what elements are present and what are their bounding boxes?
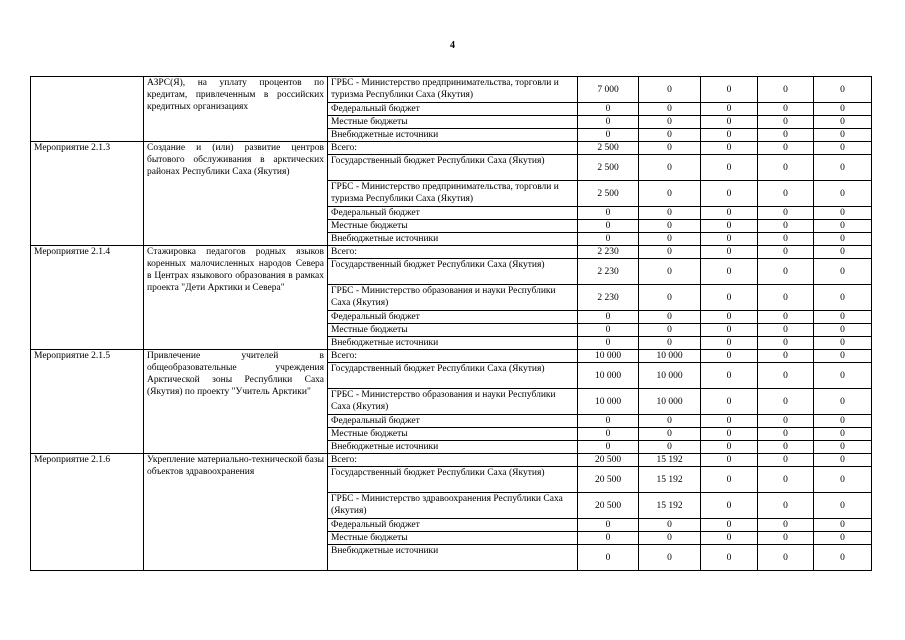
amount-cell-5: 0 (814, 532, 872, 545)
amount-cell-3: 0 (701, 207, 758, 220)
funding-source-cell: Государственный бюджет Республики Саха (Якутия) (328, 363, 578, 389)
amount-cell-2: 0 (639, 246, 701, 259)
funding-source-cell: Внебюджетные источники (328, 233, 578, 246)
funding-source-cell: ГРБС - Министерство образования и науки Республики Саха (Якутия) (328, 389, 578, 415)
amount-cell-3: 0 (701, 77, 758, 103)
amount-cell-3: 0 (701, 142, 758, 155)
funding-source-cell: Внебюджетные источники (328, 129, 578, 142)
description-cell: АЗРС(Я), на уплату процентов по кредитам, привлеченным в российских кредитных организациях (144, 77, 328, 142)
amount-cell-3: 0 (701, 350, 758, 363)
amount-cell-4: 0 (758, 311, 814, 324)
amount-cell-2: 0 (639, 428, 701, 441)
amount-cell-1: 0 (578, 324, 639, 337)
amount-cell-1: 0 (578, 545, 639, 571)
amount-cell-3: 0 (701, 441, 758, 454)
amount-cell-1: 10 000 (578, 363, 639, 389)
funding-source-cell: Государственный бюджет Республики Саха (Якутия) (328, 467, 578, 493)
funding-source-cell: Местные бюджеты (328, 428, 578, 441)
amount-cell-4: 0 (758, 389, 814, 415)
amount-cell-1: 0 (578, 415, 639, 428)
amount-cell-3: 0 (701, 428, 758, 441)
funding-source-cell: Федеральный бюджет (328, 519, 578, 532)
funding-source-cell: Всего: (328, 142, 578, 155)
funding-source-cell: Внебюджетные источники (328, 441, 578, 454)
table-row (31, 77, 872, 103)
amount-cell-1: 2 230 (578, 285, 639, 311)
amount-cell-2: 0 (639, 311, 701, 324)
amount-cell-5: 0 (814, 259, 872, 285)
amount-cell-4: 0 (758, 324, 814, 337)
funding-source-cell: ГРБС - Министерство образования и науки Республики Саха (Якутия) (328, 285, 578, 311)
amount-cell-2: 15 192 (639, 493, 701, 519)
amount-cell-1: 2 230 (578, 259, 639, 285)
funding-source-cell: Федеральный бюджет (328, 207, 578, 220)
funding-source-cell: Государственный бюджет Республики Саха (Якутия) (328, 155, 578, 181)
amount-cell-2: 0 (639, 103, 701, 116)
measure-cell: Мероприятие 2.1.6 (31, 454, 144, 571)
table-row (31, 246, 872, 259)
amount-cell-4: 0 (758, 363, 814, 389)
amount-cell-2: 15 192 (639, 454, 701, 467)
amount-cell-5: 0 (814, 350, 872, 363)
amount-cell-2: 0 (639, 233, 701, 246)
amount-cell-1: 20 500 (578, 493, 639, 519)
amount-cell-4: 0 (758, 441, 814, 454)
amount-cell-5: 0 (814, 454, 872, 467)
amount-cell-2: 0 (639, 324, 701, 337)
budget-table (30, 76, 872, 571)
funding-source-cell: Местные бюджеты (328, 324, 578, 337)
amount-cell-2: 0 (639, 337, 701, 350)
amount-cell-2: 15 192 (639, 467, 701, 493)
amount-cell-1: 0 (578, 220, 639, 233)
amount-cell-1: 0 (578, 519, 639, 532)
amount-cell-5: 0 (814, 103, 872, 116)
funding-source-cell: Местные бюджеты (328, 116, 578, 129)
amount-cell-3: 0 (701, 220, 758, 233)
amount-cell-2: 0 (639, 519, 701, 532)
amount-cell-2: 0 (639, 77, 701, 103)
amount-cell-4: 0 (758, 519, 814, 532)
funding-source-cell: ГРБС - Министерство здравоохранения Республики Саха (Якутия) (328, 493, 578, 519)
amount-cell-4: 0 (758, 233, 814, 246)
amount-cell-2: 10 000 (639, 389, 701, 415)
amount-cell-1: 10 000 (578, 350, 639, 363)
funding-source-cell: Местные бюджеты (328, 220, 578, 233)
amount-cell-3: 0 (701, 285, 758, 311)
amount-cell-4: 0 (758, 350, 814, 363)
amount-cell-2: 0 (639, 129, 701, 142)
amount-cell-3: 0 (701, 337, 758, 350)
table-row (31, 142, 872, 155)
amount-cell-5: 0 (814, 207, 872, 220)
measure-cell (31, 77, 144, 142)
amount-cell-1: 0 (578, 207, 639, 220)
amount-cell-5: 0 (814, 246, 872, 259)
amount-cell-1: 2 500 (578, 142, 639, 155)
funding-source-cell: Внебюджетные источники (328, 337, 578, 350)
amount-cell-3: 0 (701, 519, 758, 532)
amount-cell-2: 0 (639, 220, 701, 233)
amount-cell-5: 0 (814, 467, 872, 493)
amount-cell-5: 0 (814, 155, 872, 181)
amount-cell-3: 0 (701, 129, 758, 142)
amount-cell-2: 0 (639, 181, 701, 207)
amount-cell-1: 0 (578, 311, 639, 324)
amount-cell-5: 0 (814, 519, 872, 532)
amount-cell-1: 0 (578, 103, 639, 116)
amount-cell-5: 0 (814, 285, 872, 311)
amount-cell-4: 0 (758, 493, 814, 519)
amount-cell-4: 0 (758, 259, 814, 285)
amount-cell-5: 0 (814, 389, 872, 415)
amount-cell-1: 2 500 (578, 181, 639, 207)
amount-cell-2: 0 (639, 116, 701, 129)
amount-cell-4: 0 (758, 545, 814, 571)
amount-cell-4: 0 (758, 116, 814, 129)
amount-cell-3: 0 (701, 116, 758, 129)
amount-cell-3: 0 (701, 246, 758, 259)
amount-cell-4: 0 (758, 220, 814, 233)
amount-cell-1: 0 (578, 116, 639, 129)
amount-cell-5: 0 (814, 324, 872, 337)
measure-cell: Мероприятие 2.1.4 (31, 246, 144, 350)
amount-cell-3: 0 (701, 389, 758, 415)
amount-cell-5: 0 (814, 428, 872, 441)
amount-cell-5: 0 (814, 441, 872, 454)
amount-cell-4: 0 (758, 454, 814, 467)
amount-cell-3: 0 (701, 311, 758, 324)
amount-cell-3: 0 (701, 532, 758, 545)
table-row (31, 350, 872, 363)
amount-cell-3: 0 (701, 103, 758, 116)
page-number: 4 (450, 40, 455, 51)
amount-cell-3: 0 (701, 233, 758, 246)
funding-source-cell: Федеральный бюджет (328, 103, 578, 116)
amount-cell-2: 0 (639, 415, 701, 428)
amount-cell-5: 0 (814, 181, 872, 207)
amount-cell-4: 0 (758, 337, 814, 350)
amount-cell-5: 0 (814, 142, 872, 155)
funding-source-cell: Всего: (328, 246, 578, 259)
amount-cell-4: 0 (758, 155, 814, 181)
amount-cell-5: 0 (814, 116, 872, 129)
measure-cell: Мероприятие 2.1.5 (31, 350, 144, 454)
funding-source-cell: Федеральный бюджет (328, 311, 578, 324)
amount-cell-5: 0 (814, 220, 872, 233)
funding-source-cell: Всего: (328, 350, 578, 363)
amount-cell-3: 0 (701, 324, 758, 337)
amount-cell-4: 0 (758, 532, 814, 545)
amount-cell-4: 0 (758, 285, 814, 311)
amount-cell-3: 0 (701, 363, 758, 389)
amount-cell-1: 0 (578, 441, 639, 454)
funding-source-cell: ГРБС - Министерство предпринимательства, торговли и туризма Республики Саха (Якутия) (328, 77, 578, 103)
amount-cell-4: 0 (758, 77, 814, 103)
amount-cell-2: 0 (639, 532, 701, 545)
amount-cell-1: 0 (578, 532, 639, 545)
amount-cell-1: 2 230 (578, 246, 639, 259)
amount-cell-2: 0 (639, 142, 701, 155)
amount-cell-4: 0 (758, 246, 814, 259)
amount-cell-4: 0 (758, 467, 814, 493)
funding-source-cell: Внебюджетные источники (328, 545, 578, 571)
amount-cell-1: 20 500 (578, 454, 639, 467)
amount-cell-4: 0 (758, 142, 814, 155)
amount-cell-5: 0 (814, 129, 872, 142)
amount-cell-3: 0 (701, 493, 758, 519)
amount-cell-1: 2 500 (578, 155, 639, 181)
funding-source-cell: Государственный бюджет Республики Саха (Якутия) (328, 259, 578, 285)
amount-cell-4: 0 (758, 103, 814, 116)
amount-cell-5: 0 (814, 77, 872, 103)
funding-source-cell: Местные бюджеты (328, 532, 578, 545)
amount-cell-3: 0 (701, 467, 758, 493)
amount-cell-2: 0 (639, 155, 701, 181)
amount-cell-1: 0 (578, 129, 639, 142)
amount-cell-2: 0 (639, 207, 701, 220)
amount-cell-1: 10 000 (578, 389, 639, 415)
amount-cell-2: 10 000 (639, 363, 701, 389)
amount-cell-2: 0 (639, 441, 701, 454)
funding-source-cell: Всего: (328, 454, 578, 467)
amount-cell-1: 0 (578, 233, 639, 246)
amount-cell-5: 0 (814, 493, 872, 519)
amount-cell-3: 0 (701, 545, 758, 571)
amount-cell-3: 0 (701, 155, 758, 181)
amount-cell-3: 0 (701, 181, 758, 207)
amount-cell-2: 0 (639, 259, 701, 285)
amount-cell-2: 0 (639, 545, 701, 571)
amount-cell-4: 0 (758, 129, 814, 142)
description-cell: Стажировка педагогов родных языков коренных малочисленных народов Севера в Центрах языкового образования в рамках проекта "Дети Арктики и Севера" (144, 246, 328, 350)
amount-cell-5: 0 (814, 311, 872, 324)
amount-cell-3: 0 (701, 454, 758, 467)
funding-source-cell: Федеральный бюджет (328, 415, 578, 428)
amount-cell-5: 0 (814, 363, 872, 389)
amount-cell-4: 0 (758, 415, 814, 428)
amount-cell-5: 0 (814, 233, 872, 246)
amount-cell-1: 20 500 (578, 467, 639, 493)
amount-cell-1: 7 000 (578, 77, 639, 103)
amount-cell-2: 10 000 (639, 350, 701, 363)
table-row (31, 454, 872, 467)
amount-cell-4: 0 (758, 181, 814, 207)
amount-cell-3: 0 (701, 259, 758, 285)
amount-cell-5: 0 (814, 545, 872, 571)
description-cell: Создание и (или) развитие центров бытового обслуживания в арктических районах Республики Саха (Якутия) (144, 142, 328, 246)
description-cell: Укрепление материально-технической базы объектов здравоохранения (144, 454, 328, 571)
funding-source-cell: ГРБС - Министерство предпринимательства, торговли и туризма Республики Саха (Якутия) (328, 181, 578, 207)
amount-cell-3: 0 (701, 415, 758, 428)
amount-cell-4: 0 (758, 428, 814, 441)
amount-cell-2: 0 (639, 285, 701, 311)
amount-cell-1: 0 (578, 428, 639, 441)
amount-cell-4: 0 (758, 207, 814, 220)
amount-cell-5: 0 (814, 415, 872, 428)
amount-cell-5: 0 (814, 337, 872, 350)
description-cell: Привлечение учителей в общеобразовательные учреждения Арктической зоны Республики Саха (Якутия) по проекту "Учитель Арктики" (144, 350, 328, 454)
amount-cell-1: 0 (578, 337, 639, 350)
measure-cell: Мероприятие 2.1.3 (31, 142, 144, 246)
